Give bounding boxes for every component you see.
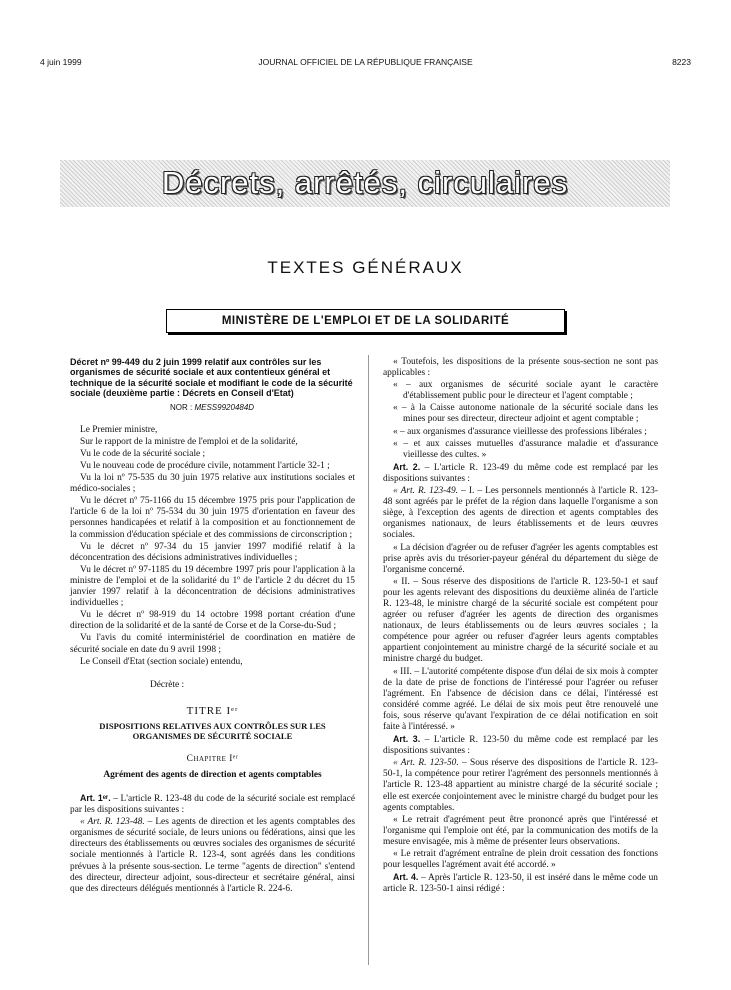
paragraph: Le Premier ministre, <box>80 424 158 435</box>
list-item: « – aux organismes d'assurance vieillesse des professions libérales ; <box>393 426 647 437</box>
banner-title: Décrets, arrêtés, circulaires <box>161 165 569 200</box>
nor-reference <box>170 402 355 413</box>
article-r123-48 <box>70 817 355 895</box>
nor-value: MESS9920484D <box>194 402 255 412</box>
paragraph: Vu le décret nº 75-1166 du 15 décembre 1975 pris pour l'application de l'article 6 de la loi nº 75-534 du 30 juin 1975 d'orientation en faveur des personnes handicapées et relatif à la composition et au fonctionnement de la commission d'éducation spéciale et des commissions de circonscription ; <box>70 496 355 540</box>
header-page-number: 8223 <box>672 57 691 67</box>
article-text: – L'article R. 123-50 du même code est remplacé par les dispositions suivantes : <box>383 735 658 757</box>
section-title: TEXTES GÉNÉRAUX <box>267 258 464 277</box>
chapter-subject: Agrément des agents de direction et agents comptables <box>103 769 322 780</box>
paragraph: « II. – Sous réserve des dispositions de l'article R. 123-50-1 et sauf pour les agents relevant des dispositions du deuxième alinéa de l'article R. 123-48, le ministre chargé de la sécurité sociale est compétent pour agréer ou refuser d'agréer les agents de direction des organismes nationaux, de leurs établissements ou de leurs œuvres sociales ; la compétence pour agréer ou refuser d'agréer leurs agents comptables appartient conjointement au ministre chargé de la sécurité sociale et au ministre chargé du budget. <box>383 576 658 665</box>
paragraph: Vu la loi nº 75-535 du 30 juin 1975 relative aux institutions sociales et médico-sociales ; <box>70 473 355 495</box>
left-column <box>70 357 355 896</box>
paragraph: « La décision d'agréer ou de refuser d'agréer les agents comptables est prise après avis du trésorier-payeur général du département du siège de l'organisme concerné. <box>383 542 658 575</box>
paragraph: Vu le décret nº 97-34 du 15 janvier 1997 modifié relatif à la déconcentration des décisions administratives individuelles ; <box>70 541 355 563</box>
header-date: 4 juin 1999 <box>40 57 82 67</box>
titre-heading: TITRE Iᵉʳ <box>186 704 239 717</box>
paragraph: Le Conseil d'Etat (section sociale) entendu, <box>80 656 243 667</box>
paragraph: Sur le rapport de la ministre de l'emploi et de la solidarité, <box>80 436 298 447</box>
list-item: « – aux organismes de sécurité sociale ayant le caractère d'établissement public pour le directeur et l'agent comptable ; <box>393 380 658 402</box>
page-header <box>40 57 691 71</box>
article-label: « Art. R. 123-50. <box>393 758 459 769</box>
right-column <box>383 357 658 896</box>
paragraph: « Toutefois, les dispositions de la présente sous-section ne sont pas applicables : <box>383 357 658 379</box>
paragraph: « III. – L'autorité compétente dispose d'un délai de six mois à compter de la date de prise de fonctions de l'intéressé pour l'agréer ou refuser l'agrément. En l'absence de décision dans ce délai, l'intéressé est considéré comme agréé. Le délai de six mois peut être renouvelé une fois, sous réserve qu'avant l'expiration de ce délai notification en soit faite à l'intéressé. » <box>383 666 658 732</box>
article-text: – Après l'article R. 123-50, il est inséré dans le même code un article R. 123-50-1 ainsi rédigé : <box>383 873 658 895</box>
paragraph: « Le retrait d'agrément entraîne de plein droit cessation des fonctions pour lesquelles l'agrément avait été accordé. » <box>383 849 658 871</box>
chapter-heading: Chapitre Iᵉʳ <box>186 753 239 764</box>
article-text: – Sous réserve des dispositions de l'article R. 123-50-1, la compétence pour retirer l'agrément des personnels mentionnés à l'article R. 123-48 appartient au ministre chargé de la sécurité sociale ; elle est exercée conjointement avec le ministre chargé du budget pour les agents comptables. <box>383 758 658 813</box>
column-separator <box>368 355 369 965</box>
article-text: – L'article R. 123-48 du code de la sécurité sociale est remplacé par les dispositions suivantes : <box>70 793 355 816</box>
ministry-box: MINISTÈRE DE L'EMPLOI ET DE LA SOLIDARITÉ <box>166 309 565 333</box>
article-text: – I. – Les personnels mentionnés à l'article R. 123-48 sont agréés par le préfet de la région dans laquelle l'organisme a son siège, à l'exception des agents de direction et agents comptables des organismes nationaux, de leurs établissements et de leurs œuvres sociales. <box>383 486 658 541</box>
paragraph: Vu le décret nº 98-919 du 14 octobre 1998 portant création d'une direction de la solidarité et de la santé de Corse et de la Corse-du-Sud ; <box>70 610 355 632</box>
paragraph: Vu le décret nº 97-1185 du 19 décembre 1997 pris pour l'application à la ministre de l'emploi et de la solidarité du 1º de l'article 2 du décret du 15 janvier 1997 relatif à la déconcentration de décisions administratives individuelles ; <box>70 564 355 609</box>
article-4 <box>383 872 658 895</box>
list-item: « – et aux caisses mutuelles d'assurance maladie et d'assurance vieillesse des cultes. » <box>393 438 658 460</box>
list-item: « – à la Caisse autonome nationale de la sécurité sociale dans les mines pour ses directeur, directeur adjoint et agent comptable ; <box>393 403 658 425</box>
article-1 <box>70 793 355 816</box>
article-r123-50 <box>383 758 658 813</box>
decree-title: Décret nº 99-449 du 2 juin 1999 relatif aux contrôles sur les organismes de sécurité sociale et aux contentieux général et technique de la sécurité sociale et modifiant le code de la sécurité sociale (deuxième partie : Décrets en Conseil d'Etat) <box>70 357 353 399</box>
article-label: Art. 4. <box>393 872 419 883</box>
article-label: Art. 2. <box>393 461 421 472</box>
article-r123-49 <box>383 486 658 541</box>
article-2 <box>383 462 658 485</box>
article-text: – Les agents de direction et les agents comptables des organismes de sécurité sociale, de leurs unions ou fédérations, ainsi que les directeurs des établissements ou œuvres sociales des organismes de sécurité sociale mentionnés à l'article R. 123-4, sont agréés dans les conditions prévues à la présente sous-section. Le terme "agents de direction" s'entend des directeur, directeur adjoint, sous-directeur et secrétaire général, ainsi que des directeurs délégués mentionnés à l'article R. 224-6. <box>70 817 355 894</box>
section-banner <box>60 160 670 207</box>
paragraph: « Le retrait d'agrément peut être prononcé après que l'intéressé et l'organisme qui l'emploie ont été, par la communication des motifs de la mesure envisagée, mis à même de présenter leurs observations. <box>383 814 658 847</box>
paragraph: Vu le code de la sécurité sociale ; <box>80 448 206 459</box>
titre-subject: DISPOSITIONS RELATIVES AUX CONTRÔLES SUR LES ORGANISMES DE SÉCURITÉ SOCIALE <box>99 720 326 742</box>
article-label: « Art. R. 123-49. <box>393 486 459 497</box>
paragraph: Vu le nouveau code de procédure civile, notamment l'article 32-1 ; <box>80 461 330 471</box>
article-3 <box>383 734 658 757</box>
article-label: « Art. R. 123-48. <box>80 817 145 828</box>
article-label: Art. 1ᵉʳ. <box>80 792 111 803</box>
decrete: Décrète : <box>150 679 185 690</box>
article-text: – L'article R. 123-49 du même code est remplacé par les dispositions suivantes : <box>383 462 658 484</box>
header-journal: JOURNAL OFFICIEL DE LA RÉPUBLIQUE FRANÇAISE <box>258 57 473 67</box>
paragraph: Vu l'avis du comité interministériel de coordination en matière de sécurité sociale en date du 9 avril 1998 ; <box>70 633 355 655</box>
nor-label: NOR : <box>170 402 193 412</box>
article-label: Art. 3. <box>393 734 421 745</box>
